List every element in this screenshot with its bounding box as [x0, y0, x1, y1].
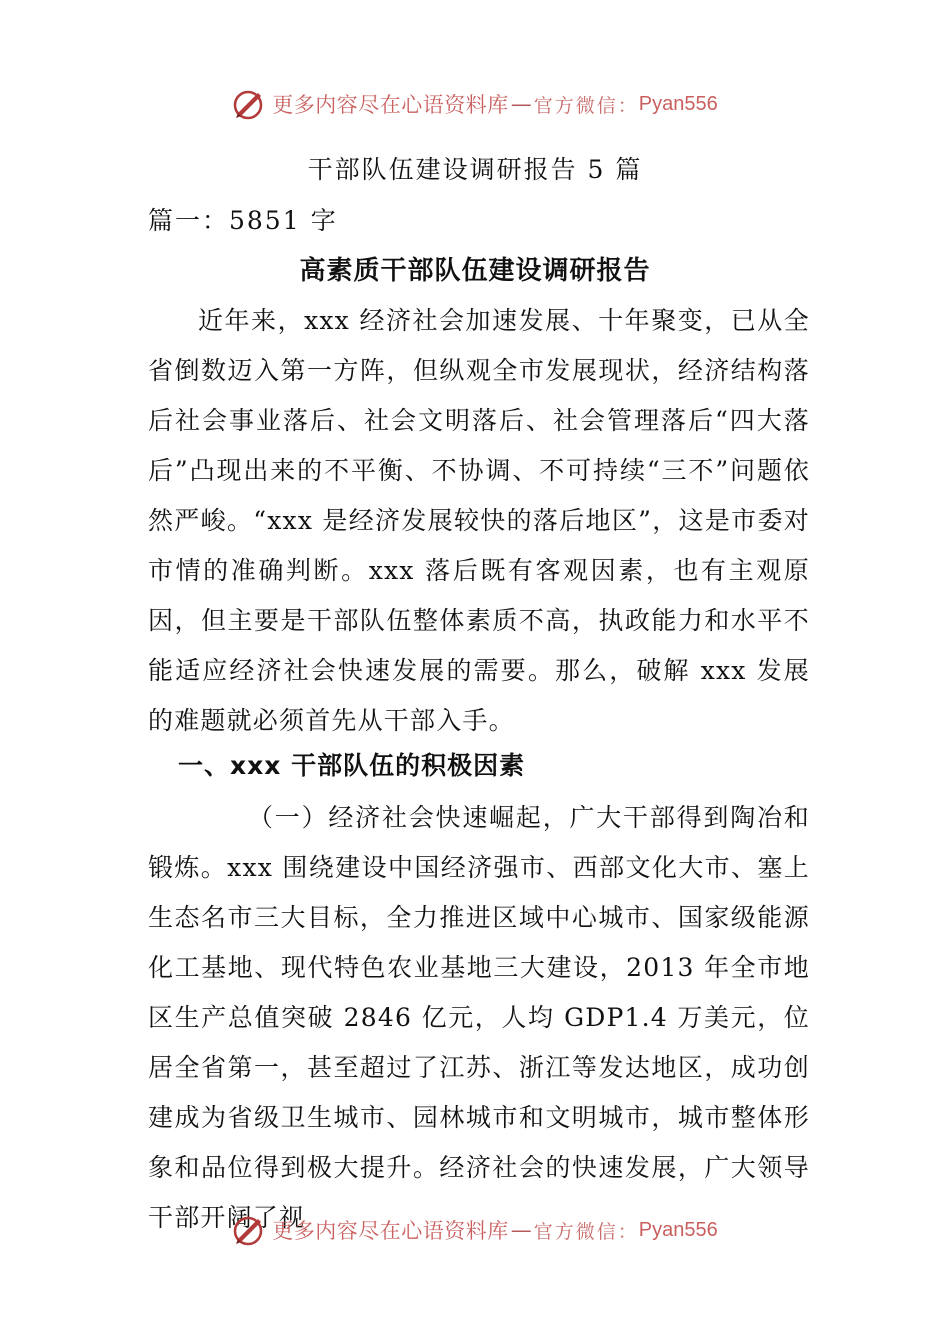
banner-wechat-id: Pyan556 [638, 92, 718, 115]
paragraph-intro: 近年来，xxx 经济社会加速发展、十年聚变，已从全省倒数迈入第一方阵，但纵观全市发展现状，经济结构落后社会事业落后、社会文明落后、社会管理落后“四大落后”凸现出来的不平衡、不协调、不可持续“三不”问题依然严峻。“xxx 是经济发展较快的落后地区”，这是市委对市情的准确判断。xxx 落后既有客观因素，也有主观原因，但主要是干部队伍整体素质不高，执政能力和水平不能适应经济社会快速发展的需要。那么，破解 xxx 发展的难题就必须首先从干部入手。 [148, 306, 810, 735]
pen-circle-logo-icon [232, 1213, 266, 1247]
footer-watermark-banner [0, 1210, 950, 1250]
part-subheading: 篇一：5851 字 [148, 206, 338, 235]
banner-wechat-label: 官方微信： [533, 1220, 639, 1243]
banner-wechat-id: Pyan556 [638, 1218, 718, 1241]
paragraph-section1: （一）经济社会快速崛起，广大干部得到陶冶和锻炼。xxx 围绕建设中国经济强市、西部文化大市、塞上生态名市三大目标，全力推进区域中心城市、国家级能源化工基地、现代特色农业基地三大建设，2013 年全市地区生产总值突破 2846 亿元，人均 GDP1.4 万美元，位居全省第一，甚至超过了江苏、浙江等发达地区，成功创建成为省级卫生城市、园林城市和文明城市，城市整体形象和品位得到极大提升。经济社会的快速发展，广大领导干部开阔了视 [148, 803, 810, 1232]
report-title: 高素质干部队伍建设调研报告 [299, 256, 651, 286]
banner-text: 更多内容尽在心语资料库 [272, 93, 509, 117]
banner-wechat-label: 官方微信： [533, 94, 639, 117]
banner-dash: — [510, 1218, 532, 1242]
document-title: 干部队伍建设调研报告 5 篇 [307, 155, 643, 184]
header-watermark-banner [0, 84, 950, 124]
pen-circle-logo-icon [232, 87, 266, 121]
section-heading: 一、xxx 干部队伍的积极因素 [178, 751, 526, 780]
banner-text: 更多内容尽在心语资料库 [272, 1219, 509, 1243]
banner-dash: — [510, 92, 532, 116]
